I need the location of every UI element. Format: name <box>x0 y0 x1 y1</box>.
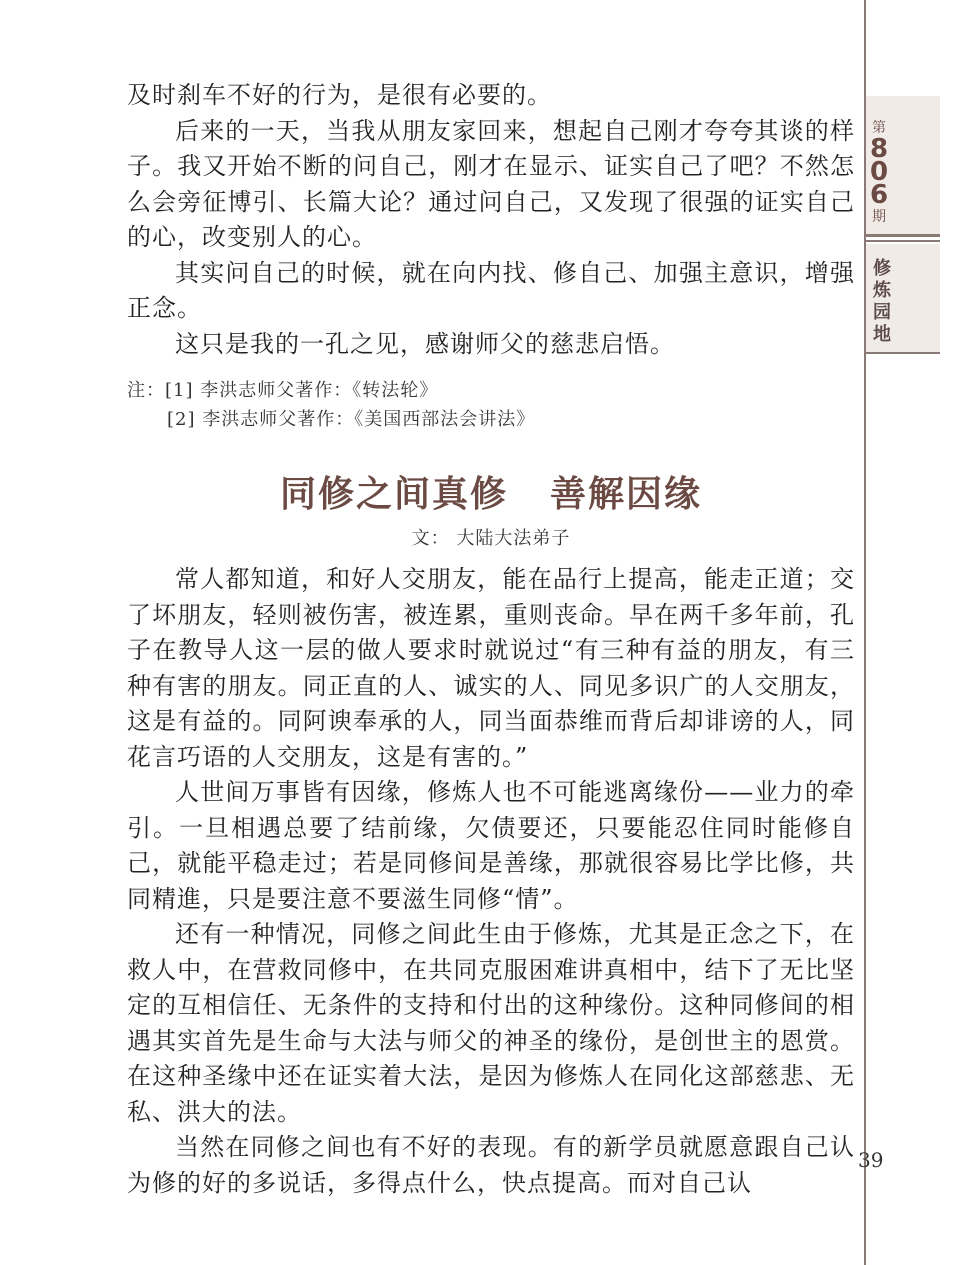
footnote: 注：[1] 李洪志师父著作：《转法轮》 <box>127 380 439 401</box>
issue-digit: 0 <box>869 157 889 187</box>
page-content <box>127 78 855 1201</box>
title-part: 善解因缘 <box>550 474 703 515</box>
byline: 文： 大陆大法弟子 <box>411 528 571 549</box>
column-char: 园 <box>873 302 891 323</box>
paragraph: 人世间万事皆有因缘，修炼人也不可能逃离缘份——业力的牵引。一旦相遇总要了结前缘，欠债要还，只要能忍住同时能修自己，就能平稳走过；若是同修间是善缘，那就很容易比学比修，共同精進，只是要注意不要滋生同修“情”。 <box>127 778 855 913</box>
page-number: 39 <box>858 1148 884 1172</box>
issue-digit: 6 <box>869 180 889 210</box>
paragraph: 当然在同修之间也有不好的表现。有的新学员就愿意跟自己认为修的好的多说话，多得点什么，快点提高。而对自己认 <box>127 1133 855 1197</box>
tab-divider-thin <box>866 240 940 242</box>
paragraph: 及时刹车不好的行为，是很有必要的。 <box>127 81 552 109</box>
footnotes <box>127 376 855 434</box>
article-title <box>127 472 855 518</box>
issue-suffix: 期 <box>872 209 886 225</box>
footnote: [2] 李洪志师父著作：《美国西部法会讲法》 <box>167 409 536 430</box>
column-char: 修 <box>873 258 891 279</box>
column-char: 地 <box>873 324 891 345</box>
tab-bottom-line <box>866 352 940 354</box>
column-name <box>866 258 898 346</box>
title-part: 同修之间真修 <box>279 474 508 515</box>
tab-divider <box>866 234 940 237</box>
column-char: 炼 <box>873 280 891 301</box>
paragraph: 还有一种情况，同修之间此生由于修炼，尤其是正念之下，在救人中，在营救同修中，在共同克服困难讲真相中，结下了无比坚定的互相信任、无条件的支持和付出的这种缘份。这种同修间的相遇其实首先是生命与大法与师父的神圣的缘份，是创世主的恩赏。在这种圣缘中还在证实着大法，是因为修炼人在同化这部慈悲、无私、洪大的法。 <box>127 920 855 1126</box>
paragraph: 这只是我的一孔之见，感谢师父的慈悲启悟。 <box>175 329 675 358</box>
paragraph: 常人都知道，和好人交朋友，能在品行上提高，能走正道；交了坏朋友，轻则被伤害，被连累，重则丧命。早在两千多年前，孔子在教导人这一层的做人要求时就说过“有三种有益的朋友，有三种有害的朋友。同正直的人、诚实的人、同见多识广的人交朋友，这是有益的。同阿谀奉承的人，同当面恭维而背后却诽谤的人，同花言巧语的人交朋友，这是有害的。” <box>127 565 855 771</box>
issue-prefix: 第 <box>872 120 886 136</box>
paragraph: 后来的一天，当我从朋友家回来，想起自己刚才夸夸其谈的样子。我又开始不断的问自己，刚才在显示、证实自己了吧？不然怎么会旁征博引、长篇大论？通过问自己，又发现了很强的证实自己的心，改变别人的心。 <box>127 116 855 251</box>
issue-number <box>866 118 892 227</box>
issue-digit: 8 <box>869 134 889 164</box>
paragraph: 其实问自己的时候，就在向内找、修自己、加强主意识，增强正念。 <box>127 258 855 322</box>
